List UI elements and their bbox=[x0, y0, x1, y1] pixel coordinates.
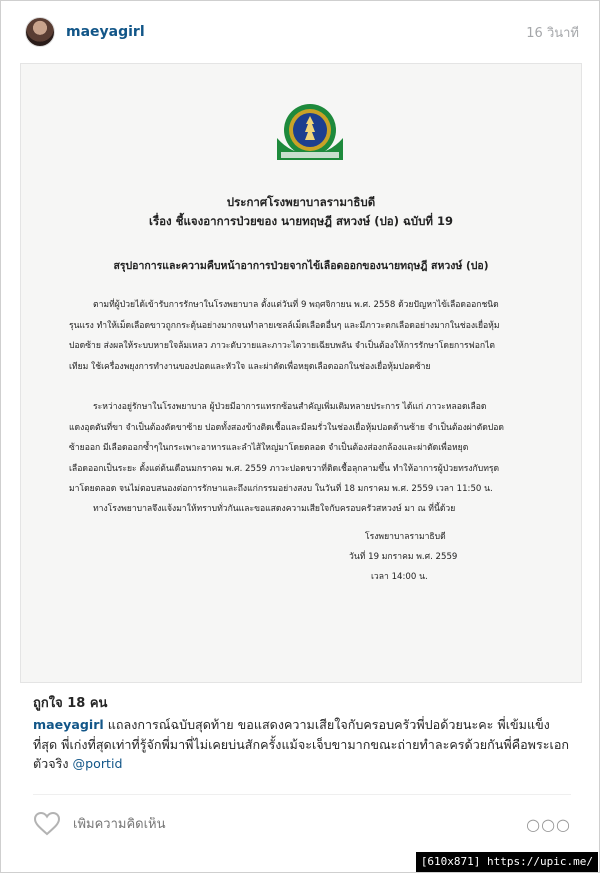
paragraph-line: ตามที่ผู้ป่วยได้เข้ารับการรักษาในโรงพยาบาล ตั้งแต่วันที่ 9 พฤศจิกายน พ.ศ. 2558 ด้วยปัญหาไข้เลือดออกชนิด bbox=[93, 300, 499, 310]
document-title-line2: เรื่อง ชี้แจงอาการป่วยของ นายทฤษฎี สหวงษ์ (ปอ) ฉบับที่ 19 bbox=[149, 214, 453, 228]
document-paragraph-1 bbox=[69, 295, 535, 377]
avatar[interactable] bbox=[25, 17, 55, 47]
comment-input[interactable] bbox=[73, 817, 526, 832]
document-paragraph-3 bbox=[69, 499, 535, 520]
paragraph-line: ทางโรงพยาบาลจึงแจ้งมาให้ทราบทั่วกันและขอแสดงความเสียใจกับครอบครัวสหวงษ์ มา ณ ที่นี้ด้วย bbox=[93, 504, 456, 514]
caption-mention-link[interactable]: @portid bbox=[72, 756, 123, 771]
signature-date: วันที่ 19 มกราคม พ.ศ. 2559 bbox=[349, 552, 458, 562]
hospital-seal-logo bbox=[273, 102, 347, 166]
document-paragraph-2 bbox=[69, 397, 535, 500]
paragraph-line: เทียม ใช้เครื่องพยุงการทำงานของปอดและหัวใจ และผ่าตัดเพื่อหยุดเลือดออกในช่องเยื่อหุ้มปอดซ้าย bbox=[69, 361, 431, 372]
paragraph-line: ซ้ายออก มีเลือดออกซ้ำๆในกระเพาะอาหารและลำไส้ใหญ่มาโดยตลอด จำเป็นต้องส่องกล้องและผ่าตัดเพื่อหยุด bbox=[69, 443, 469, 453]
heart-icon[interactable] bbox=[33, 811, 61, 837]
caption-text: แถลงการณ์ฉบับสุดท้าย ขอแสดงความเสียใจกับครอบครัวพี่ปอด้วยนะคะ พี่เข้มแข็งที่สุด พี่เก่งที่สุดเท่าที่รู้จักพี่มาพี่ไม่เคยบ่นสักครั้งแม้จะเจ็บขามากขณะถ่ายทำละครด้วยกันพี่คือพระเอกตัวจริง bbox=[33, 717, 570, 771]
username-link[interactable]: maeyagirl bbox=[66, 24, 145, 40]
announcement-document bbox=[21, 64, 581, 682]
post-header bbox=[1, 1, 600, 63]
image-host-watermark: [610x871] https://upic.me/ bbox=[416, 852, 598, 872]
paragraph-line: ระหว่างอยู่รักษาในโรงพยาบาล ผู้ป่วยมีอาการแทรกซ้อนสำคัญเพิ่มเติมหลายประการ ได้แก่ ภาวะหลอดเลือด bbox=[93, 402, 487, 412]
post-image[interactable] bbox=[20, 63, 582, 683]
paragraph-line: เลือดออกเป็นระยะ ตั้งแต่ต้นเดือนมกราคม พ.ศ. 2559 ภาวะปอดขวาที่ติดเชื้อลุกลามขึ้น ทำให้อาการผู้ป่วยทรงกับทรุด bbox=[69, 463, 500, 474]
signature-org: โรงพยาบาลรามาธิบดี bbox=[365, 532, 446, 542]
paragraph-line: มาโดยตลอด จนไม่ตอบสนองต่อการรักษาและถึงแก่กรรมอย่างสงบ ในวันที่ 18 มกราคม พ.ศ. 2559 เวลา 11:50 น. bbox=[69, 484, 493, 494]
document-summary-heading: สรุปอาการและความคืบหน้าอาการป่วยจากไข้เลือดออกของนายทฤษฎี สหวงษ์ (ปอ) bbox=[113, 260, 489, 272]
document-title-line1: ประกาศโรงพยาบาลรามาธิบดี bbox=[226, 195, 376, 209]
paragraph-line: รุนแรง ทำให้เม็ดเลือดขาวถูกกระตุ้นอย่างมากจนทำลายเซลล์เม็ดเลือดอื่นๆ และมีภาวะตกเลือดอย่างมากในช่องเยื่อหุ้ม bbox=[69, 320, 500, 331]
post-caption bbox=[33, 715, 573, 774]
more-options-button[interactable]: ○○○ bbox=[526, 814, 571, 834]
caption-username-link[interactable]: maeyagirl bbox=[33, 717, 104, 732]
likes-count[interactable]: ถูกใจ 18 คน bbox=[33, 696, 108, 711]
signature-time: เวลา 14:00 น. bbox=[371, 572, 428, 582]
divider bbox=[33, 794, 571, 795]
comment-bar bbox=[33, 808, 571, 840]
post-timestamp[interactable]: 16 วินาที bbox=[526, 25, 579, 41]
paragraph-line: แดงอุดตันที่ขา จำเป็นต้องตัดขาซ้าย ปอดทั้งสองข้างติดเชื้อและมีลมรั่วในช่องเยื่อหุ้มปอดด้านซ้าย จำเป็นต้องผ่าตัดปอด bbox=[69, 422, 504, 433]
paragraph-line: ปอดซ้าย ส่งผลให้ระบบหายใจล้มเหลว ภาวะตับวายและภาวะไตวายเฉียบพลัน จำเป็นต้องให้การรักษาโดยการฟอกไต bbox=[69, 341, 496, 351]
